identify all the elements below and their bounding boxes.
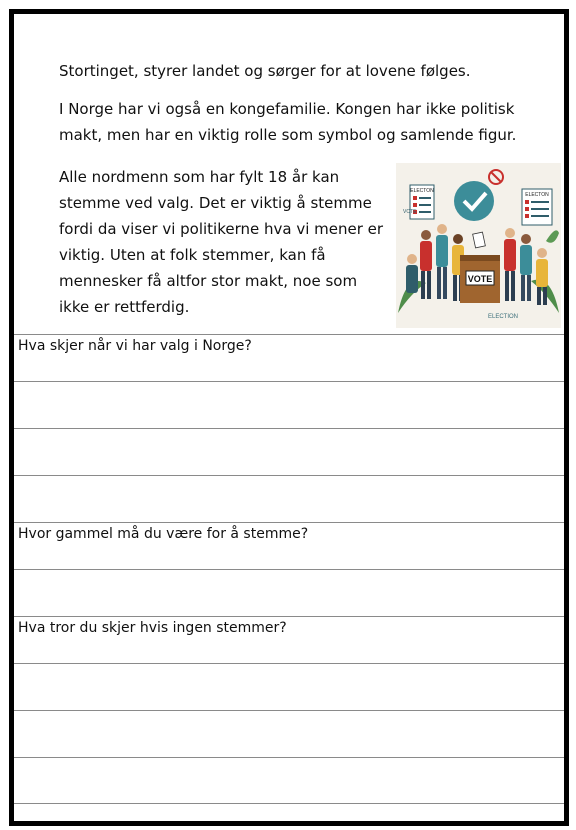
question-answer-table (14, 334, 564, 804)
paragraph-royal-family: I Norge har vi også en kongefamilie. Kongen har ikke politisk makt, men har en viktig rolle som symbol og samlende figur. (59, 100, 517, 144)
question-row: Hvor gammel må du være for å stemme? (14, 522, 564, 569)
sign-left-label: ELECTON (410, 188, 434, 194)
question-row: Hva skjer når vi har valg i Norge? (14, 334, 564, 381)
answer-line[interactable] (14, 569, 564, 616)
small-vote-label: VOTE (403, 209, 417, 215)
answer-line[interactable] (14, 757, 564, 804)
paragraph-parliament: Stortinget, styrer landet og sørger for at lovene følges. (59, 62, 471, 80)
question-row: Hva tror du skjer hvis ingen stemmer? (14, 616, 564, 663)
paragraph-voting: Alle nordmenn som har fylt 18 år kan stemme ved valg. Det er viktig å stemme fordi da viser vi politikerne hva vi mener er viktig. Uten at folk stemmer, kan få mennesker få altfor stor makt, noe som ikke er rettferdig. (59, 168, 384, 316)
worksheet-frame (9, 9, 569, 826)
answer-line[interactable] (14, 428, 564, 475)
answer-line[interactable] (14, 475, 564, 522)
election-footer-label: ELECTION (488, 314, 519, 320)
answer-line[interactable] (14, 663, 564, 710)
sign-right-label: ELECTON (525, 192, 549, 198)
ballot-box-label: VOTE (467, 274, 493, 284)
voting-illustration (396, 163, 561, 328)
answer-line[interactable] (14, 710, 564, 757)
answer-line[interactable] (14, 381, 564, 428)
